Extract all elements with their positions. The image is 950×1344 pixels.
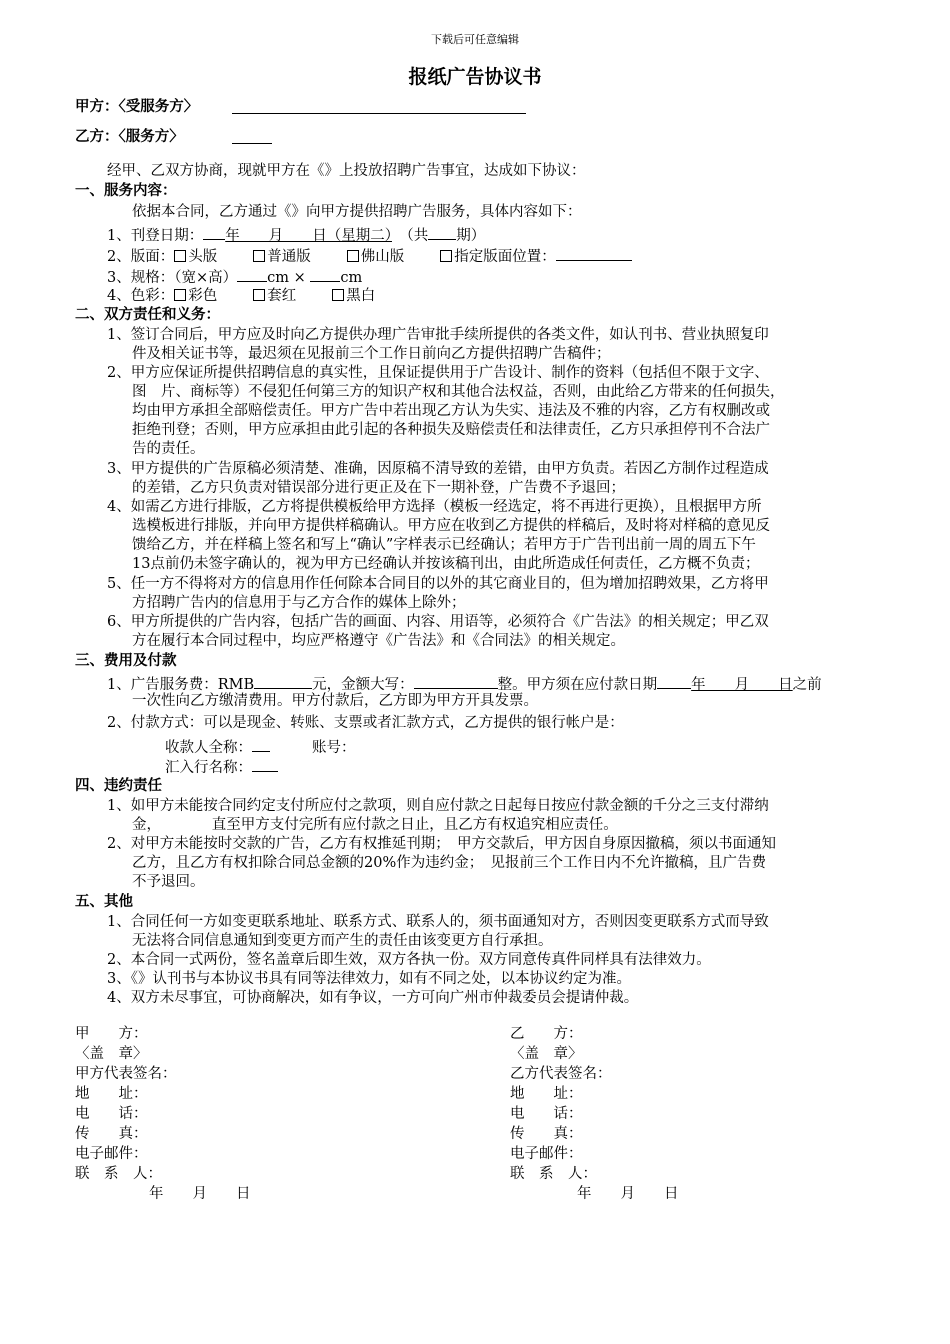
spec-height-field[interactable]	[310, 266, 340, 282]
payee-field[interactable]	[252, 736, 270, 752]
color-opt-full: 彩色	[188, 288, 218, 304]
sign-a-party: 甲 方：	[75, 1026, 148, 1042]
color-checkbox-red[interactable]	[253, 289, 265, 301]
publish-date-field[interactable]: 年 月 日（星期二）	[225, 228, 392, 244]
layout-custom-field[interactable]	[556, 245, 632, 261]
bank-field[interactable]	[252, 756, 278, 772]
sign-a-rep: 甲方代表签名：	[75, 1066, 177, 1082]
layout-checkbox-custom[interactable]	[440, 250, 452, 262]
s2-line: 1、签订合同后，甲方应及时向乙方提供办理广告审批手续所提供的各类文件，如认刊书、营业执照复印	[107, 327, 769, 343]
sign-b-rep: 乙方代表签名：	[510, 1066, 612, 1082]
intro: 经甲、乙双方协商，现就甲方在《》上投放招聘广告事宜，达成如下协议：	[107, 163, 586, 179]
layout-row	[107, 245, 632, 267]
s2-line: 2、甲方应保证所提供招聘信息的真实性，且保证提供用于广告设计、制作的资料（包括但不限于文字、	[107, 365, 769, 381]
s4-line: 2、对甲方未能按时交款的广告，乙方有权推延刊期； 甲方交款后，甲方因自身原因撤稿，须以书面通知	[107, 836, 776, 852]
fee-due-label: 整。甲方须在应付款日期	[497, 677, 658, 693]
party-a-label: 甲方：〈受服务方〉	[75, 99, 199, 115]
fee-due-end: 之前	[792, 677, 822, 693]
spec-width-field[interactable]	[237, 266, 267, 282]
s2-line: 拒绝刊登；否则，甲方应承担由此引起的各种损失及赔偿责任和法律责任，乙方只承担停刊不合法广	[132, 422, 770, 438]
layout-opt-foshan: 佛山版	[360, 249, 405, 265]
fee-label: 1、广告服务费：RMB	[107, 677, 255, 693]
publish-date-row	[107, 224, 485, 246]
s2-line: 13点前仍未签字确认的，视为甲方已经确认并按该稿刊出，由此所造成任何责任，乙方概不负责；	[132, 556, 760, 572]
s2-line: 告的责任。	[132, 441, 205, 457]
layout-checkbox-normal[interactable]	[253, 250, 265, 262]
layout-checkbox-foshan[interactable]	[347, 250, 359, 262]
account-label: 账号：	[312, 740, 356, 756]
section5-heading: 五、其他	[75, 894, 133, 910]
color-checkbox-bw[interactable]	[332, 289, 344, 301]
section3-heading: 三、费用及付款	[75, 653, 177, 669]
sign-a-date: 年 月 日	[149, 1186, 251, 1202]
party-b-field[interactable]	[232, 128, 272, 150]
bank-label: 汇入行名称：	[165, 760, 252, 776]
sign-a-address: 地 址：	[75, 1086, 148, 1102]
color-opt-bw: 黑白	[346, 288, 376, 304]
layout-opt-front: 头版	[188, 249, 218, 265]
s2-line: 4、如需乙方进行排版，乙方将提供模板给甲方选择（模板一经选定，将不再进行更换），且根据甲方所	[107, 499, 762, 515]
sign-b-seal: 〈盖 章〉	[510, 1046, 583, 1062]
sign-b-date: 年 月 日	[577, 1186, 679, 1202]
s4-line: 不予退回。	[132, 874, 205, 890]
sign-b-email: 电子邮件：	[510, 1146, 583, 1162]
sign-a-email: 电子邮件：	[75, 1146, 148, 1162]
color-row	[107, 287, 375, 306]
s5-line: 1、合同任何一方如变更联系地址、联系方式、联系人的，须书面通知对方，否则因变更联系方式而导致	[107, 914, 769, 930]
s4-line: 乙方，且乙方有权扣除合同总金额的20%作为违约金； 见报前三个工作日内不允许撤稿，且广告费	[132, 855, 766, 871]
s4-line: 1、如甲方未能按合同约定支付所应付之款项，则自应付款之日起每日按应付款金额的千分之三支付滞纳	[107, 798, 769, 814]
spec-label: 3、规格：（宽×高）	[107, 270, 238, 286]
s2-line: 6、甲方所提供的广告内容，包括广告的画面、内容、用语等，必须符合《广告法》的相关规定；甲乙双	[107, 614, 769, 630]
payee-label: 收款人全称：	[165, 740, 252, 756]
s5-line: 2、本合同一式两份，签名盖章后即生效，双方各执一份。双方同意传真件同样具有法律效力。	[107, 952, 711, 968]
fee-words-field[interactable]	[414, 673, 498, 689]
layout-checkbox-front[interactable]	[174, 250, 186, 262]
section1-lead: 依据本合同，乙方通过《》向甲方提供招聘广告服务，具体内容如下：	[132, 204, 582, 220]
color-label: 4、色彩：	[107, 288, 175, 304]
s2-line: 选模板进行排版，并向甲方提供样稿确认。甲方应在收到乙方提供的样稿后，及时将对样稿的意见反	[132, 518, 770, 534]
fee-words-label: 元，金额大写：	[312, 677, 414, 693]
header-note: 下载后可任意编辑	[431, 33, 519, 46]
sign-b-party: 乙 方：	[510, 1026, 583, 1042]
s2-line: 图 片、商标等）不侵犯任何第三方的知识产权和其他合法权益，否则，由此给乙方带来的任何损失，	[132, 384, 785, 400]
bank-row	[165, 756, 278, 778]
layout-label: 2、版面：	[107, 249, 175, 265]
s5-line: 4、双方未尽事宜，可协商解决，如有争议，一方可向广州市仲裁委员会提请仲裁。	[107, 990, 639, 1006]
payment-method: 2、付款方式：可以是现金、转账、支票或者汇款方式，乙方提供的银行帐户是：	[107, 715, 624, 731]
s2-line: 5、任一方不得将对方的信息用作任何除本合同目的以外的其它商业目的，但为增加招聘效果，乙方将甲	[107, 576, 769, 592]
s4-line: 金， 直至甲方支付完所有应付款之日止，且乙方有权追究相应责任。	[132, 817, 618, 833]
fee-due-date[interactable]: 年 月 日	[691, 677, 793, 693]
s5-line: 3、《》认刊书与本协议书具有同等法律效力，如有不同之处，以本协议约定为准。	[107, 971, 631, 987]
s2-line: 方招聘广告内的信息用于与乙方合作的媒体上除外；	[132, 595, 466, 611]
sign-b-phone: 电 话：	[510, 1106, 583, 1122]
section1-heading: 一、服务内容：	[75, 183, 177, 199]
sign-b-fax: 传 真：	[510, 1126, 583, 1142]
sign-a-contact: 联 系 人：	[75, 1166, 162, 1182]
spec-unit-2: cm	[340, 270, 363, 286]
party-b-label: 乙方：〈服务方〉	[75, 129, 184, 145]
spec-unit-1: cm ×	[267, 270, 306, 286]
sign-b-address: 地 址：	[510, 1086, 583, 1102]
color-opt-red: 套红	[267, 288, 297, 304]
layout-opt-normal: 普通版	[267, 249, 311, 265]
section2-heading: 二、双方责任和义务：	[75, 307, 220, 323]
payee-row	[165, 736, 356, 758]
party-a-field[interactable]	[232, 98, 526, 120]
publish-total-field[interactable]	[428, 224, 456, 240]
s2-line: 3、甲方提供的广告原稿必须清楚、准确，因原稿不清导致的差错，由甲方负责。若因乙方制作过程造成	[107, 461, 769, 477]
fee-line2: 一次性向乙方缴清费用。甲方付款后，乙方即为甲方开具发票。	[132, 693, 538, 709]
fee-amount-field[interactable]	[254, 673, 312, 689]
spec-row	[107, 266, 362, 288]
publish-total-post: 期）	[456, 228, 486, 244]
s5-line: 无法将合同信息通知到变更方而产生的责任由该变更方自行承担。	[132, 933, 553, 949]
s2-line: 均由甲方承担全部赔偿责任。甲方广告中若出现乙方认为失实、违法及不雅的内容，乙方有权删改或	[132, 403, 770, 419]
layout-opt-custom: 指定版面位置：	[454, 249, 556, 265]
s2-line: 馈给乙方，并在样稿上签名和写上“确认”字样表示已经确认；若甲方于广告刊出前一周的周五下午	[132, 537, 756, 553]
publish-date-label: 1、刊登日期：	[107, 228, 204, 244]
color-checkbox-full[interactable]	[174, 289, 186, 301]
sign-a-fax: 传 真：	[75, 1126, 148, 1142]
sign-b-contact: 联 系 人：	[510, 1166, 597, 1182]
section4-heading: 四、违约责任	[75, 778, 162, 794]
page-title: 报纸广告协议书	[408, 66, 542, 88]
sign-a-seal: 〈盖 章〉	[75, 1046, 148, 1062]
sign-a-phone: 电 话：	[75, 1106, 148, 1122]
s2-line: 方在履行本合同过程中，均应严格遵守《广告法》和《合同法》的相关规定。	[132, 633, 625, 649]
s2-line: 件及相关证书等，最迟须在见报前三个工作日前向乙方提供招聘广告稿件；	[132, 346, 611, 362]
s2-line: 的差错，乙方只负责对错误部分进行更正及在下一期补登，广告费不予退回；	[132, 480, 625, 496]
publish-total-pre: （共	[406, 228, 429, 244]
